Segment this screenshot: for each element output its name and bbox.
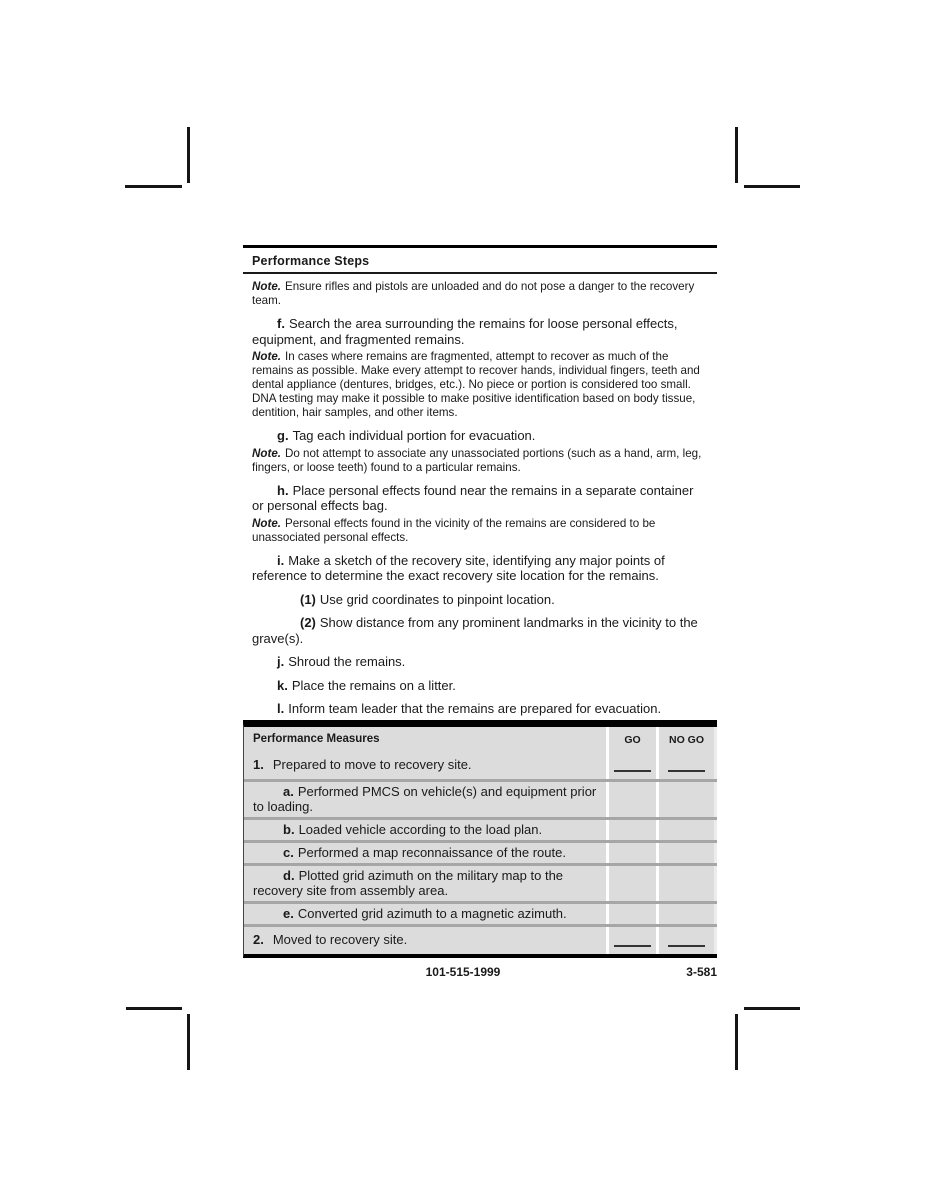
measure-text: Moved to recovery site. — [272, 932, 408, 947]
go-cell — [606, 752, 656, 779]
note-lead: Note. — [252, 350, 281, 363]
note-lead: Note. — [252, 516, 281, 530]
column-header-go: GO — [606, 727, 656, 752]
paragraph-text: Place personal effects found near the remains in a separate container or personal effects bag. — [252, 482, 694, 513]
no-go-cell — [656, 927, 717, 954]
step-label: f. — [277, 316, 285, 331]
crop-mark-bottom-right-vertical — [735, 1014, 738, 1070]
measure-text: Plotted grid azimuth on the military map to the recovery site from assembly area. — [253, 868, 564, 898]
note-paragraph — [252, 280, 707, 308]
paragraph-text: Search the area surrounding the remains for loose personal effects, equipment, and fragmented remains. — [252, 316, 678, 347]
measure-text: Prepared to move to recovery site. — [272, 757, 472, 772]
step-paragraph — [252, 553, 707, 584]
paragraph-text: Inform team leader that the remains are prepared for evacuation. — [288, 701, 662, 716]
go-cell — [606, 820, 656, 840]
measure-label: d. — [283, 868, 295, 883]
go-cell — [606, 843, 656, 863]
no-go-cell — [656, 752, 717, 779]
measure-text: Converted grid azimuth to a magnetic azimuth. — [297, 906, 567, 921]
measure-text: Loaded vehicle according to the load plan. — [298, 822, 543, 837]
measure-cell — [244, 820, 606, 840]
go-cell — [606, 904, 656, 924]
paragraph-text: Place the remains on a litter. — [291, 677, 456, 693]
measure-cell — [244, 843, 606, 863]
crop-mark-bottom-left-vertical — [187, 1014, 190, 1070]
table-row — [244, 901, 717, 924]
footer-task-number: 101-515-1999 — [425, 965, 501, 979]
substep-paragraph — [252, 615, 707, 646]
performance-steps-section — [243, 245, 717, 726]
no-go-cell — [656, 843, 717, 863]
crop-mark-top-left-horizontal — [125, 185, 182, 188]
performance-steps-title: Performance Steps — [243, 248, 717, 274]
paragraph-text: Shroud the remains. — [288, 654, 406, 669]
measure-label: 2. — [253, 932, 264, 947]
no-go-cell — [656, 904, 717, 924]
measure-label: e. — [283, 906, 294, 921]
step-paragraph — [252, 654, 707, 670]
measure-text: Performed PMCS on vehicle(s) and equipment prior to loading. — [253, 784, 597, 814]
paragraph-text: Personal effects found in the vicinity of the remains are considered to be unassociated personal effects. — [252, 516, 656, 544]
no-go-cell — [656, 820, 717, 840]
measure-label: c. — [283, 845, 294, 860]
measure-cell — [244, 927, 606, 954]
step-paragraph — [252, 483, 707, 514]
paragraph-text: Ensure rifles and pistols are unloaded and do not pose a danger to the recovery team. — [252, 280, 695, 307]
step-label: g. — [277, 428, 289, 443]
note-paragraph — [252, 350, 707, 420]
table-row — [244, 817, 717, 840]
paragraph-text: Use grid coordinates to pinpoint location. — [319, 591, 555, 607]
no-go-blank-line — [668, 945, 705, 947]
crop-mark-bottom-right-horizontal — [744, 1007, 800, 1010]
performance-steps-body — [243, 274, 717, 720]
column-header-no-go: NO GO — [656, 727, 717, 752]
paragraph-text: Do not attempt to associate any unassociated portions (such as a hand, arm, leg, fingers, or loose teeth) found to a particular remains. — [252, 446, 702, 474]
measure-cell — [244, 752, 606, 779]
crop-mark-top-right-vertical — [735, 127, 738, 183]
substep-paragraph — [252, 592, 707, 608]
note-paragraph — [252, 447, 707, 475]
go-cell — [606, 927, 656, 954]
crop-mark-bottom-left-horizontal — [126, 1007, 182, 1010]
no-go-blank-line — [668, 770, 705, 772]
column-header-measures: Performance Measures — [244, 727, 606, 752]
note-paragraph — [252, 517, 707, 545]
measure-label: a. — [283, 784, 294, 799]
table-row — [244, 924, 717, 954]
measure-cell — [244, 782, 606, 817]
measure-cell — [244, 866, 606, 901]
go-cell — [606, 782, 656, 817]
step-label: h. — [277, 482, 289, 498]
paragraph-text: Make a sketch of the recovery site, identifying any major points of reference to determine the exact recovery site location for the remains. — [252, 552, 665, 583]
no-go-cell — [656, 866, 717, 901]
go-blank-line — [614, 945, 651, 947]
step-paragraph — [252, 701, 707, 717]
step-paragraph — [252, 678, 707, 694]
go-blank-line — [614, 770, 651, 772]
table-row — [244, 863, 717, 901]
step-paragraph — [252, 316, 707, 347]
step-label: j. — [277, 654, 285, 669]
no-go-cell — [656, 782, 717, 817]
paragraph-text: Tag each individual portion for evacuation. — [292, 428, 536, 443]
step-label: (2) — [300, 615, 316, 630]
footer-page-number: 3-581 — [686, 965, 717, 979]
performance-measures-table — [243, 723, 717, 958]
paragraph-text: Show distance from any prominent landmarks in the vicinity to the grave(s). — [252, 615, 698, 646]
table-row — [244, 752, 717, 779]
step-label: l. — [277, 701, 285, 716]
step-paragraph — [252, 428, 707, 444]
table-header-row — [244, 727, 717, 752]
measure-cell — [244, 904, 606, 924]
measure-label: b. — [283, 822, 295, 837]
table-row — [244, 840, 717, 863]
note-lead: Note. — [252, 446, 281, 460]
go-cell — [606, 866, 656, 901]
table-row — [244, 779, 717, 817]
step-label: i. — [277, 552, 285, 568]
paragraph-text: In cases where remains are fragmented, attempt to recover as much of the remains as possible. Make every attempt to recover hands, individual fingers, teeth and dental appliance (dentures, bridges, etc.). No piece or portion is considered too small. DNA testing may make it possible to make positive identification based on body tissue, dentition, hair samples, and other items. — [252, 350, 700, 419]
measure-text: Performed a map reconnaissance of the route. — [297, 845, 566, 860]
crop-mark-top-left-vertical — [187, 127, 190, 183]
table-rows-container — [244, 752, 717, 954]
crop-mark-top-right-horizontal — [744, 185, 800, 188]
step-label: (1) — [300, 591, 316, 607]
step-label: k. — [277, 677, 288, 693]
measure-label: 1. — [253, 757, 264, 772]
note-lead: Note. — [252, 280, 281, 293]
